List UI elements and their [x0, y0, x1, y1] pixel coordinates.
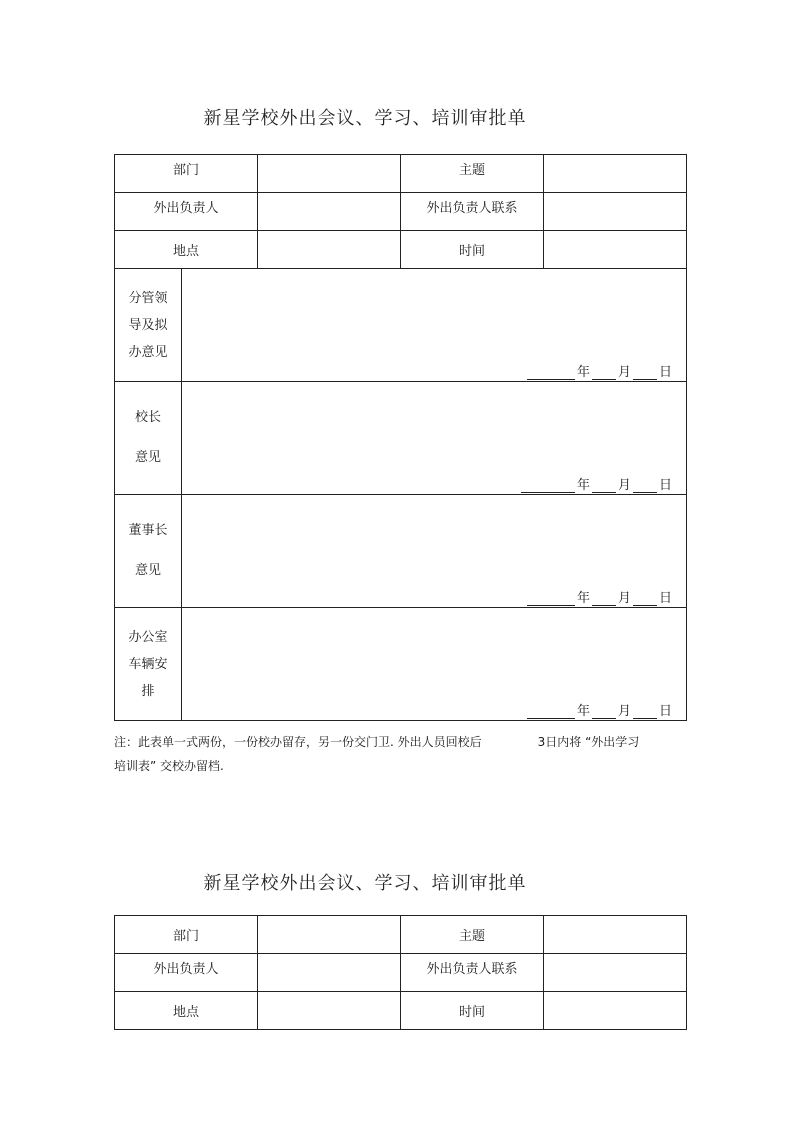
year-label: 年 [576, 704, 590, 719]
time-label: 时间 [401, 992, 544, 1030]
date-line [525, 587, 672, 606]
day-blank[interactable] [633, 367, 657, 380]
side-line: 意见 [134, 563, 161, 578]
principal-opinion-field[interactable] [182, 382, 687, 495]
form-title: 新星学校外出会议、学习、培训审批单 [203, 108, 527, 129]
vehicle-arrangement-label [115, 608, 182, 721]
place-field[interactable] [258, 231, 401, 269]
vehicle-arrangement-field[interactable] [182, 608, 687, 721]
day-blank[interactable] [633, 706, 657, 719]
place-label: 地点 [115, 231, 258, 269]
person-label: 外出负责人 [115, 193, 258, 231]
contact-label: 外出负责人联系 [401, 193, 544, 231]
person-field[interactable] [258, 954, 401, 992]
year-blank[interactable] [527, 593, 575, 606]
year-blank[interactable] [521, 480, 575, 493]
topic-field[interactable] [544, 916, 687, 954]
time-field[interactable] [544, 231, 687, 269]
footnote-part-1: 注：此表单一式两份，一份校办留存，另一份交门卫. 外出人员回校后 [114, 735, 482, 749]
day-label: 日 [659, 591, 673, 606]
month-blank[interactable] [592, 480, 616, 493]
footnote [114, 730, 674, 778]
principal-opinion-label [115, 382, 182, 495]
month-blank[interactable] [592, 367, 616, 380]
footnote-part-2: 3日内将 “外出学习 [537, 735, 640, 749]
time-label: 时间 [401, 231, 544, 269]
chairman-opinion-label [115, 495, 182, 608]
month-label: 月 [617, 591, 631, 606]
side-line: 分管领 [128, 290, 168, 306]
day-label: 日 [659, 478, 673, 493]
contact-label: 外出负责人联系 [401, 954, 544, 992]
dept-field[interactable] [258, 155, 401, 193]
leader-opinion-label [115, 269, 182, 382]
year-label: 年 [576, 591, 590, 606]
date-line [519, 474, 672, 493]
year-blank[interactable] [527, 367, 575, 380]
month-label: 月 [617, 365, 631, 380]
side-line: 办公室 [128, 629, 168, 645]
day-label: 日 [659, 365, 673, 380]
month-blank[interactable] [592, 706, 616, 719]
year-blank[interactable] [527, 706, 575, 719]
person-label: 外出负责人 [115, 954, 258, 992]
dept-label: 部门 [115, 916, 258, 954]
leader-opinion-field[interactable] [182, 269, 687, 382]
day-label: 日 [659, 704, 673, 719]
month-label: 月 [617, 704, 631, 719]
dept-label: 部门 [115, 155, 258, 193]
approval-form-table [114, 154, 687, 721]
side-line: 校长 [134, 410, 161, 425]
topic-field[interactable] [544, 155, 687, 193]
side-line: 董事长 [128, 523, 168, 538]
day-blank[interactable] [633, 480, 657, 493]
contact-field[interactable] [544, 193, 687, 231]
year-label: 年 [576, 365, 590, 380]
topic-label: 主题 [401, 155, 544, 193]
place-label: 地点 [115, 992, 258, 1030]
month-blank[interactable] [592, 593, 616, 606]
date-line [525, 700, 672, 719]
footnote-line-2: 培训表” 交校办留档. [114, 759, 224, 773]
footnote-line-1 [114, 730, 674, 754]
month-label: 月 [617, 478, 631, 493]
side-line: 排 [141, 683, 155, 699]
side-line: 车辆安 [128, 656, 168, 672]
chairman-opinion-field[interactable] [182, 495, 687, 608]
date-line [525, 361, 672, 380]
side-line: 导及拟 [128, 317, 168, 333]
person-field[interactable] [258, 193, 401, 231]
side-line: 意见 [134, 450, 161, 465]
dept-field[interactable] [258, 916, 401, 954]
contact-field[interactable] [544, 954, 687, 992]
place-field[interactable] [258, 992, 401, 1030]
year-label: 年 [576, 478, 590, 493]
topic-label: 主题 [401, 916, 544, 954]
day-blank[interactable] [633, 593, 657, 606]
side-line: 办意见 [128, 344, 168, 360]
approval-form-table-copy [114, 915, 687, 1030]
time-field[interactable] [544, 992, 687, 1030]
form-title-copy: 新星学校外出会议、学习、培训审批单 [203, 873, 527, 894]
